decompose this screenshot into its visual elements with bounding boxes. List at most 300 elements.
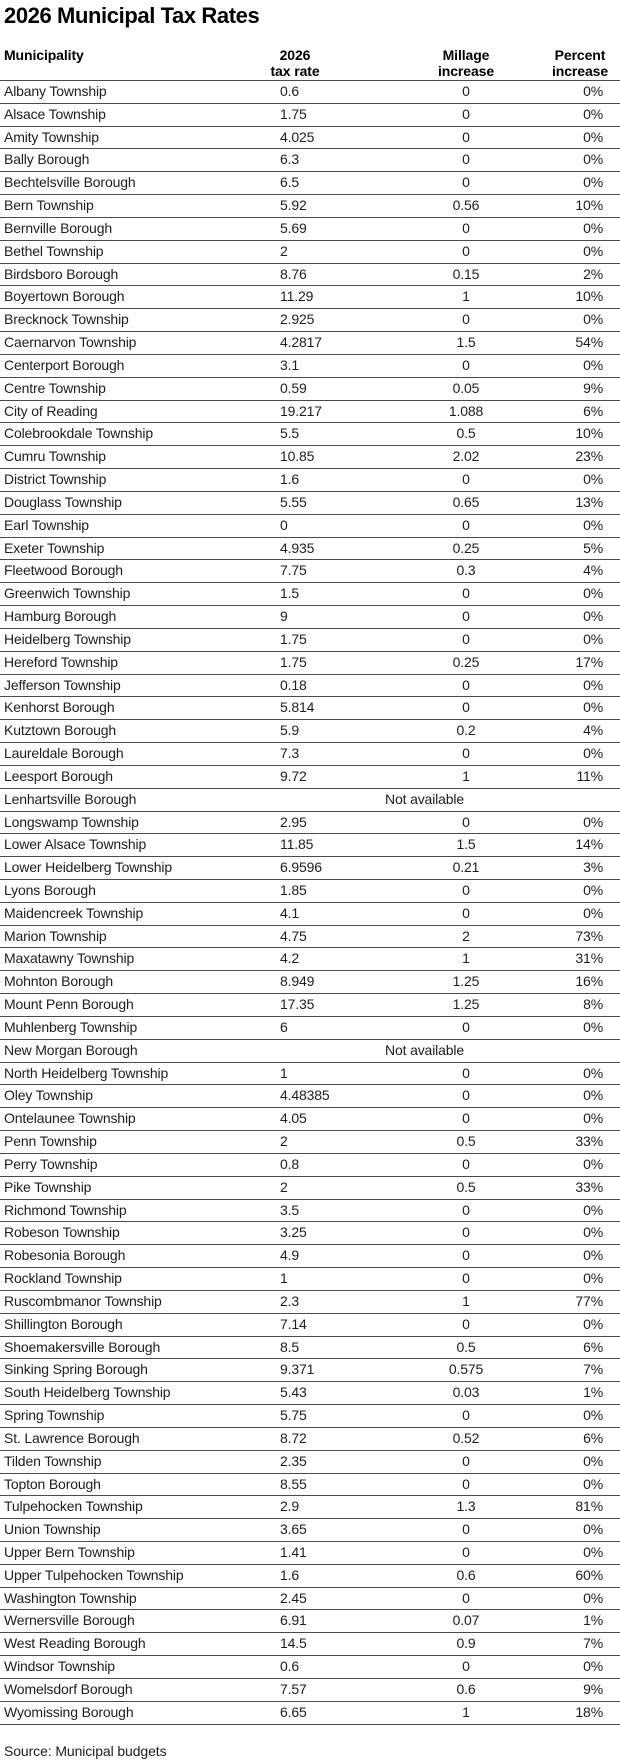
tax-rate-cell: 14.5 (280, 1635, 307, 1652)
municipality-cell: St. Lawrence Borough (4, 1429, 140, 1446)
table-row (0, 994, 620, 1017)
tax-rate-cell: 10.85 (280, 448, 315, 465)
percent-cell: 0% (583, 1110, 603, 1127)
percent-cell: 0% (583, 585, 603, 602)
table-row (0, 926, 620, 949)
tax-rate-cell: 4.935 (280, 539, 315, 556)
column-header-percent-line1: Percent (554, 47, 606, 63)
table-row (0, 1496, 620, 1519)
percent-cell: 0% (583, 83, 603, 99)
millage-cell: 0 (462, 1224, 470, 1241)
percent-cell: 0% (583, 128, 603, 145)
millage-cell: 0 (462, 1589, 470, 1606)
municipality-cell: Tulpehocken Township (4, 1498, 143, 1515)
municipality-cell: Fleetwood Borough (4, 562, 123, 579)
percent-cell: 0% (583, 1224, 603, 1241)
millage-cell: 0 (462, 311, 470, 328)
municipality-cell: Perry Township (4, 1155, 98, 1172)
percent-cell: 0% (583, 1407, 603, 1424)
table-row (0, 1588, 620, 1611)
millage-cell: 0.5 (456, 1133, 476, 1150)
millage-cell: 0.25 (452, 653, 480, 670)
municipality-cell: Bally Borough (4, 151, 90, 168)
table-row (0, 857, 620, 880)
millage-cell: 0 (462, 699, 470, 716)
percent-cell: 16% (575, 973, 603, 990)
table-row (0, 812, 620, 835)
municipality-cell: Ruscombmanor Township (4, 1292, 162, 1309)
table-row (0, 697, 620, 720)
table-row (0, 1542, 620, 1565)
municipality-cell: Lyons Borough (4, 881, 96, 898)
percent-cell: 0% (583, 1270, 603, 1287)
municipality-cell: Heidelberg Township (4, 630, 131, 647)
municipality-cell: Robeson Township (4, 1224, 120, 1241)
percent-cell: 0% (583, 471, 603, 488)
municipality-cell: Oley Township (4, 1087, 93, 1104)
tax-rate-cell: 0 (280, 516, 288, 533)
tax-rate-cell: 2.9 (280, 1498, 300, 1515)
tax-rate-cell: 7.57 (280, 1680, 307, 1697)
column-header-percent-line2: increase (551, 63, 609, 79)
table-row (0, 1679, 620, 1702)
municipality-cell: Lower Alsace Township (4, 836, 147, 853)
millage-cell: 0 (462, 608, 470, 625)
percent-cell: 14% (575, 836, 603, 853)
table-row (0, 1085, 620, 1108)
millage-cell: 2.02 (452, 448, 480, 465)
municipality-cell: Mohnton Borough (4, 973, 114, 990)
percent-cell: 0% (583, 813, 603, 830)
municipality-cell: Earl Township (4, 516, 89, 533)
table-row (0, 743, 620, 766)
tax-rate-cell: 1.85 (280, 881, 307, 898)
table-row (0, 149, 620, 172)
tax-rate-cell: 3.1 (280, 356, 300, 373)
tax-rate-cell: 19.217 (280, 402, 322, 419)
page-title: 2026 Municipal Tax Rates (4, 3, 260, 28)
tax-rate-cell: 5.75 (280, 1407, 307, 1424)
millage-cell: 0 (462, 1018, 470, 1035)
percent-cell: 0% (583, 1658, 603, 1675)
municipality-cell: Cumru Township (4, 448, 106, 465)
municipality-cell: Penn Township (4, 1133, 97, 1150)
tax-rate-cell: 7.3 (280, 745, 300, 762)
table-row (0, 948, 620, 971)
percent-cell: 0% (583, 105, 603, 122)
tax-rate-cell: 2.45 (280, 1589, 307, 1606)
millage-cell: 0.6 (456, 1566, 476, 1583)
table-row (0, 1177, 620, 1200)
table-row (0, 1656, 620, 1679)
table-row (0, 218, 620, 241)
column-header-millage-increase (438, 47, 494, 79)
municipality-cell: Exeter Township (4, 539, 105, 556)
tax-rate-cell: 1.6 (280, 471, 300, 488)
millage-cell: 0 (462, 1407, 470, 1424)
tax-rate-cell: 2.95 (280, 813, 307, 830)
millage-cell: 0.56 (452, 197, 480, 214)
table-row (0, 1519, 620, 1542)
not-available-cell: Not available (385, 790, 464, 807)
millage-cell: 0 (462, 1064, 470, 1081)
tax-rate-cell: 6.5 (280, 174, 300, 191)
percent-cell: 4% (583, 562, 603, 579)
tax-rate-cell: 11.85 (280, 836, 314, 853)
percent-cell: 6% (583, 402, 603, 419)
municipality-cell: New Morgan Borough (4, 1041, 138, 1058)
percent-cell: 0% (583, 356, 603, 373)
table-row (0, 1063, 620, 1086)
millage-cell: 0 (462, 516, 470, 533)
millage-cell: 0 (462, 1110, 470, 1127)
municipality-cell: Hamburg Borough (4, 608, 117, 625)
percent-cell: 0% (583, 745, 603, 762)
percent-cell: 77% (575, 1292, 603, 1309)
percent-cell: 0% (583, 904, 603, 921)
millage-cell: 0 (462, 1475, 470, 1492)
percent-cell: 0% (583, 881, 603, 898)
table-body (0, 80, 620, 1725)
municipality-cell: Tilden Township (4, 1452, 102, 1469)
percent-cell: 33% (575, 1178, 603, 1195)
municipality-cell: Leesport Borough (4, 767, 113, 784)
percent-cell: 31% (575, 950, 603, 967)
millage-cell: 0 (462, 813, 470, 830)
municipality-cell: Greenwich Township (4, 585, 131, 602)
table-row (0, 1451, 620, 1474)
tax-rate-cell: 3.65 (280, 1521, 307, 1538)
table-row (0, 378, 620, 401)
tax-rate-cell: 3.5 (280, 1201, 300, 1218)
tax-rate-cell: 17.35 (280, 996, 315, 1013)
municipality-cell: Colebrookdale Township (4, 425, 153, 442)
tax-rate-cell: 9.371 (280, 1361, 315, 1378)
percent-cell: 2% (583, 265, 603, 282)
tax-rate-cell: 1 (280, 1064, 288, 1081)
municipality-cell: Centre Township (4, 379, 106, 396)
table-row (0, 971, 620, 994)
municipality-cell: Upper Tulpehocken Township (4, 1566, 184, 1583)
millage-cell: 0 (462, 585, 470, 602)
municipality-cell: South Heidelberg Township (4, 1384, 171, 1401)
column-header-millage-line2: increase (437, 63, 495, 79)
percent-cell: 13% (575, 493, 603, 510)
tax-rate-cell: 1.5 (280, 585, 300, 602)
table-row (0, 1131, 620, 1154)
tax-rate-cell: 4.9 (280, 1247, 300, 1264)
table-row (0, 1337, 620, 1360)
table-header (0, 0, 620, 80)
municipality-cell: Centerport Borough (4, 356, 125, 373)
tax-rate-cell: 5.9 (280, 722, 300, 739)
tax-rate-cell: 0.6 (280, 83, 300, 99)
municipality-cell: Womelsdorf Borough (4, 1680, 133, 1697)
millage-cell: 1.5 (456, 334, 476, 351)
table-row (0, 880, 620, 903)
millage-cell: 0.9 (456, 1635, 476, 1652)
millage-cell: 2 (462, 927, 470, 944)
column-header-tax-rate-line2: tax rate (270, 63, 320, 79)
millage-cell: 0 (462, 630, 470, 647)
percent-cell: 73% (575, 927, 603, 944)
percent-cell: 9% (583, 1680, 603, 1697)
tax-rate-cell: 4.05 (280, 1110, 307, 1127)
percent-cell: 0% (583, 174, 603, 191)
tax-rate-cell: 6.91 (280, 1612, 307, 1629)
municipality-cell: Bern Township (4, 197, 94, 214)
not-available-cell: Not available (385, 1041, 464, 1058)
percent-cell: 0% (583, 1018, 603, 1035)
millage-cell: 0.05 (452, 379, 480, 396)
municipality-cell: Maxatawny Township (4, 950, 135, 967)
table-row (0, 1314, 620, 1337)
municipality-cell: Lower Heidelberg Township (4, 859, 172, 876)
tax-rate-cell: 9 (280, 608, 288, 625)
millage-cell: 1.25 (452, 973, 480, 990)
municipality-cell: Rockland Township (4, 1270, 122, 1287)
percent-cell: 0% (583, 1087, 603, 1104)
table-row (0, 652, 620, 675)
municipality-cell: West Reading Borough (4, 1635, 146, 1652)
millage-cell: 0.5 (456, 425, 476, 442)
municipality-cell: Hereford Township (4, 653, 118, 670)
percent-cell: 0% (583, 1521, 603, 1538)
table-row (0, 469, 620, 492)
millage-cell: 0.25 (452, 539, 480, 556)
percent-cell: 0% (583, 311, 603, 328)
municipality-cell: Bethel Township (4, 242, 104, 259)
column-header-tax-rate-line1: 2026 (279, 47, 311, 63)
millage-cell: 0 (462, 881, 470, 898)
table-row (0, 423, 620, 446)
municipality-cell: Albany Township (4, 83, 107, 99)
percent-cell: 23% (575, 448, 603, 465)
millage-cell: 0.52 (452, 1429, 480, 1446)
millage-cell: 0 (462, 105, 470, 122)
tax-rate-cell: 7.14 (280, 1315, 307, 1332)
percent-cell: 7% (583, 1635, 603, 1652)
millage-cell: 1 (462, 1703, 470, 1720)
column-header-municipality: Municipality (4, 47, 84, 63)
percent-cell: 0% (583, 242, 603, 259)
percent-cell: 4% (583, 722, 603, 739)
millage-cell: 0 (462, 1201, 470, 1218)
municipality-cell: Lenhartsville Borough (4, 790, 137, 807)
table-row (0, 172, 620, 195)
millage-cell: 1.25 (452, 996, 480, 1013)
municipality-cell: Spring Township (4, 1407, 105, 1424)
tax-rate-cell: 1.75 (280, 630, 307, 647)
table-row (0, 1291, 620, 1314)
table-row (0, 1428, 620, 1451)
column-header-millage-line1: Millage (442, 47, 490, 63)
millage-cell: 0.2 (456, 722, 476, 739)
tax-rate-cell: 2 (280, 1133, 288, 1150)
municipality-cell: Marion Township (4, 927, 107, 944)
municipality-cell: Douglass Township (4, 493, 122, 510)
table-row (0, 1268, 620, 1291)
tax-rate-cell: 5.814 (280, 699, 315, 716)
tax-rate-cell: 5.92 (280, 197, 307, 214)
millage-cell: 1.5 (456, 836, 476, 853)
millage-cell: 1.3 (456, 1498, 476, 1515)
millage-cell: 1 (462, 288, 470, 305)
percent-cell: 7% (583, 1361, 603, 1378)
table-row (0, 446, 620, 469)
tax-rate-cell: 1.75 (280, 105, 307, 122)
tax-rate-cell: 5.5 (280, 425, 300, 442)
municipality-cell: Caernarvon Township (4, 334, 137, 351)
tax-rate-cell: 2 (280, 242, 288, 259)
table-row (0, 1108, 620, 1131)
municipality-cell: Pike Township (4, 1178, 92, 1195)
millage-cell: 0.3 (456, 562, 476, 579)
column-header-tax-rate (270, 47, 319, 79)
tax-rate-cell: 1.6 (280, 1566, 300, 1583)
millage-cell: 0 (462, 1521, 470, 1538)
municipality-cell: Wernersville Borough (4, 1612, 135, 1629)
percent-cell: 6% (583, 1429, 603, 1446)
municipality-cell: Muhlenberg Township (4, 1018, 138, 1035)
table-row (0, 355, 620, 378)
municipality-cell: District Township (4, 471, 107, 488)
municipality-cell: Laureldale Borough (4, 745, 124, 762)
tax-rate-cell: 8.949 (280, 973, 315, 990)
source-note: Source: Municipal budgets (4, 1743, 167, 1759)
table-row (0, 401, 620, 424)
table-row (0, 560, 620, 583)
millage-cell: 0 (462, 356, 470, 373)
table-row (0, 1474, 620, 1497)
tax-rate-cell: 6.65 (280, 1703, 307, 1720)
millage-cell: 0 (462, 1247, 470, 1264)
percent-cell: 11% (576, 767, 603, 784)
tax-rate-cell: 2 (280, 1178, 288, 1195)
tax-rate-cell: 2.35 (280, 1452, 307, 1469)
table-row (0, 1245, 620, 1268)
tax-rate-cell: 8.72 (280, 1429, 307, 1446)
percent-cell: 0% (583, 699, 603, 716)
table-row (0, 264, 620, 287)
municipality-cell: Sinking Spring Borough (4, 1361, 148, 1378)
tax-rate-cell: 11.29 (280, 288, 314, 305)
millage-cell: 0 (462, 128, 470, 145)
municipality-cell: Brecknock Township (4, 311, 129, 328)
percent-cell: 33% (575, 1133, 603, 1150)
table-row (0, 789, 620, 812)
municipality-cell: Washington Township (4, 1589, 137, 1606)
percent-cell: 0% (583, 516, 603, 533)
percent-cell: 0% (583, 1475, 603, 1492)
table-row (0, 515, 620, 538)
tax-rate-cell: 0.59 (280, 379, 307, 396)
tax-rate-cell: 5.69 (280, 219, 307, 236)
table-row (0, 583, 620, 606)
table-row (0, 1633, 620, 1656)
millage-cell: 0 (462, 1155, 470, 1172)
municipality-cell: Amity Township (4, 128, 99, 145)
percent-cell: 0% (583, 1315, 603, 1332)
millage-cell: 0.5 (456, 1338, 476, 1355)
municipality-cell: Robesonia Borough (4, 1247, 126, 1264)
table-row (0, 195, 620, 218)
millage-cell: 0 (462, 1452, 470, 1469)
table-row (0, 127, 620, 150)
millage-cell: 0 (462, 1270, 470, 1287)
tax-rate-cell: 4.2817 (280, 334, 322, 351)
millage-cell: 0.07 (452, 1612, 480, 1629)
millage-cell: 0 (462, 471, 470, 488)
column-header-percent-increase (552, 47, 608, 79)
table-row (0, 492, 620, 515)
percent-cell: 3% (583, 859, 603, 876)
tax-rate-cell: 2.925 (280, 311, 315, 328)
percent-cell: 0% (583, 219, 603, 236)
percent-cell: 0% (583, 1155, 603, 1172)
table-row (0, 538, 620, 561)
millage-cell: 0.15 (452, 265, 480, 282)
millage-cell: 0.03 (452, 1384, 480, 1401)
millage-cell: 1 (462, 950, 470, 967)
percent-cell: 1% (583, 1612, 603, 1629)
tax-rate-cell: 1.75 (280, 653, 307, 670)
tax-rate-cell: 0.8 (280, 1155, 300, 1172)
municipality-cell: Bechtelsville Borough (4, 174, 136, 191)
percent-cell: 1% (583, 1384, 603, 1401)
municipality-cell: Mount Penn Borough (4, 996, 134, 1013)
municipality-cell: Jefferson Township (4, 676, 121, 693)
table-row (0, 81, 620, 104)
percent-cell: 9% (583, 379, 603, 396)
percent-cell: 8% (583, 996, 603, 1013)
table-row (0, 629, 620, 652)
table-row (0, 1222, 620, 1245)
percent-cell: 18% (575, 1703, 603, 1720)
millage-cell: 0.575 (448, 1361, 484, 1378)
municipality-cell: Windsor Township (4, 1658, 115, 1675)
municipality-cell: North Heidelberg Township (4, 1064, 169, 1081)
municipality-cell: Boyertown Borough (4, 288, 125, 305)
municipality-cell: Union Township (4, 1521, 101, 1538)
millage-cell: 0.5 (456, 1178, 476, 1195)
percent-cell: 17% (575, 653, 603, 670)
table-row (0, 1154, 620, 1177)
millage-cell: 0 (462, 1315, 470, 1332)
table-row (0, 720, 620, 743)
municipality-cell: City of Reading (4, 402, 98, 419)
tax-rate-cell: 3.25 (280, 1224, 307, 1241)
municipality-cell: Wyomissing Borough (4, 1703, 134, 1720)
municipality-cell: Alsace Township (4, 105, 106, 122)
municipality-cell: Richmond Township (4, 1201, 127, 1218)
tax-rate-cell: 8.76 (280, 265, 307, 282)
tax-rate-cell: 7.75 (280, 562, 307, 579)
millage-cell: 0.21 (452, 859, 480, 876)
municipality-cell: Ontelaunee Township (4, 1110, 136, 1127)
percent-cell: 0% (583, 676, 603, 693)
millage-cell: 0 (462, 1087, 470, 1104)
table-row (0, 606, 620, 629)
percent-cell: 0% (583, 1452, 603, 1469)
table-row (0, 1017, 620, 1040)
tax-rate-cell: 0.18 (280, 676, 307, 693)
millage-cell: 0 (462, 151, 470, 168)
millage-cell: 1 (462, 1292, 470, 1309)
municipality-cell: Longswamp Township (4, 813, 139, 830)
percent-cell: 10% (575, 425, 603, 442)
millage-cell: 0 (462, 219, 470, 236)
